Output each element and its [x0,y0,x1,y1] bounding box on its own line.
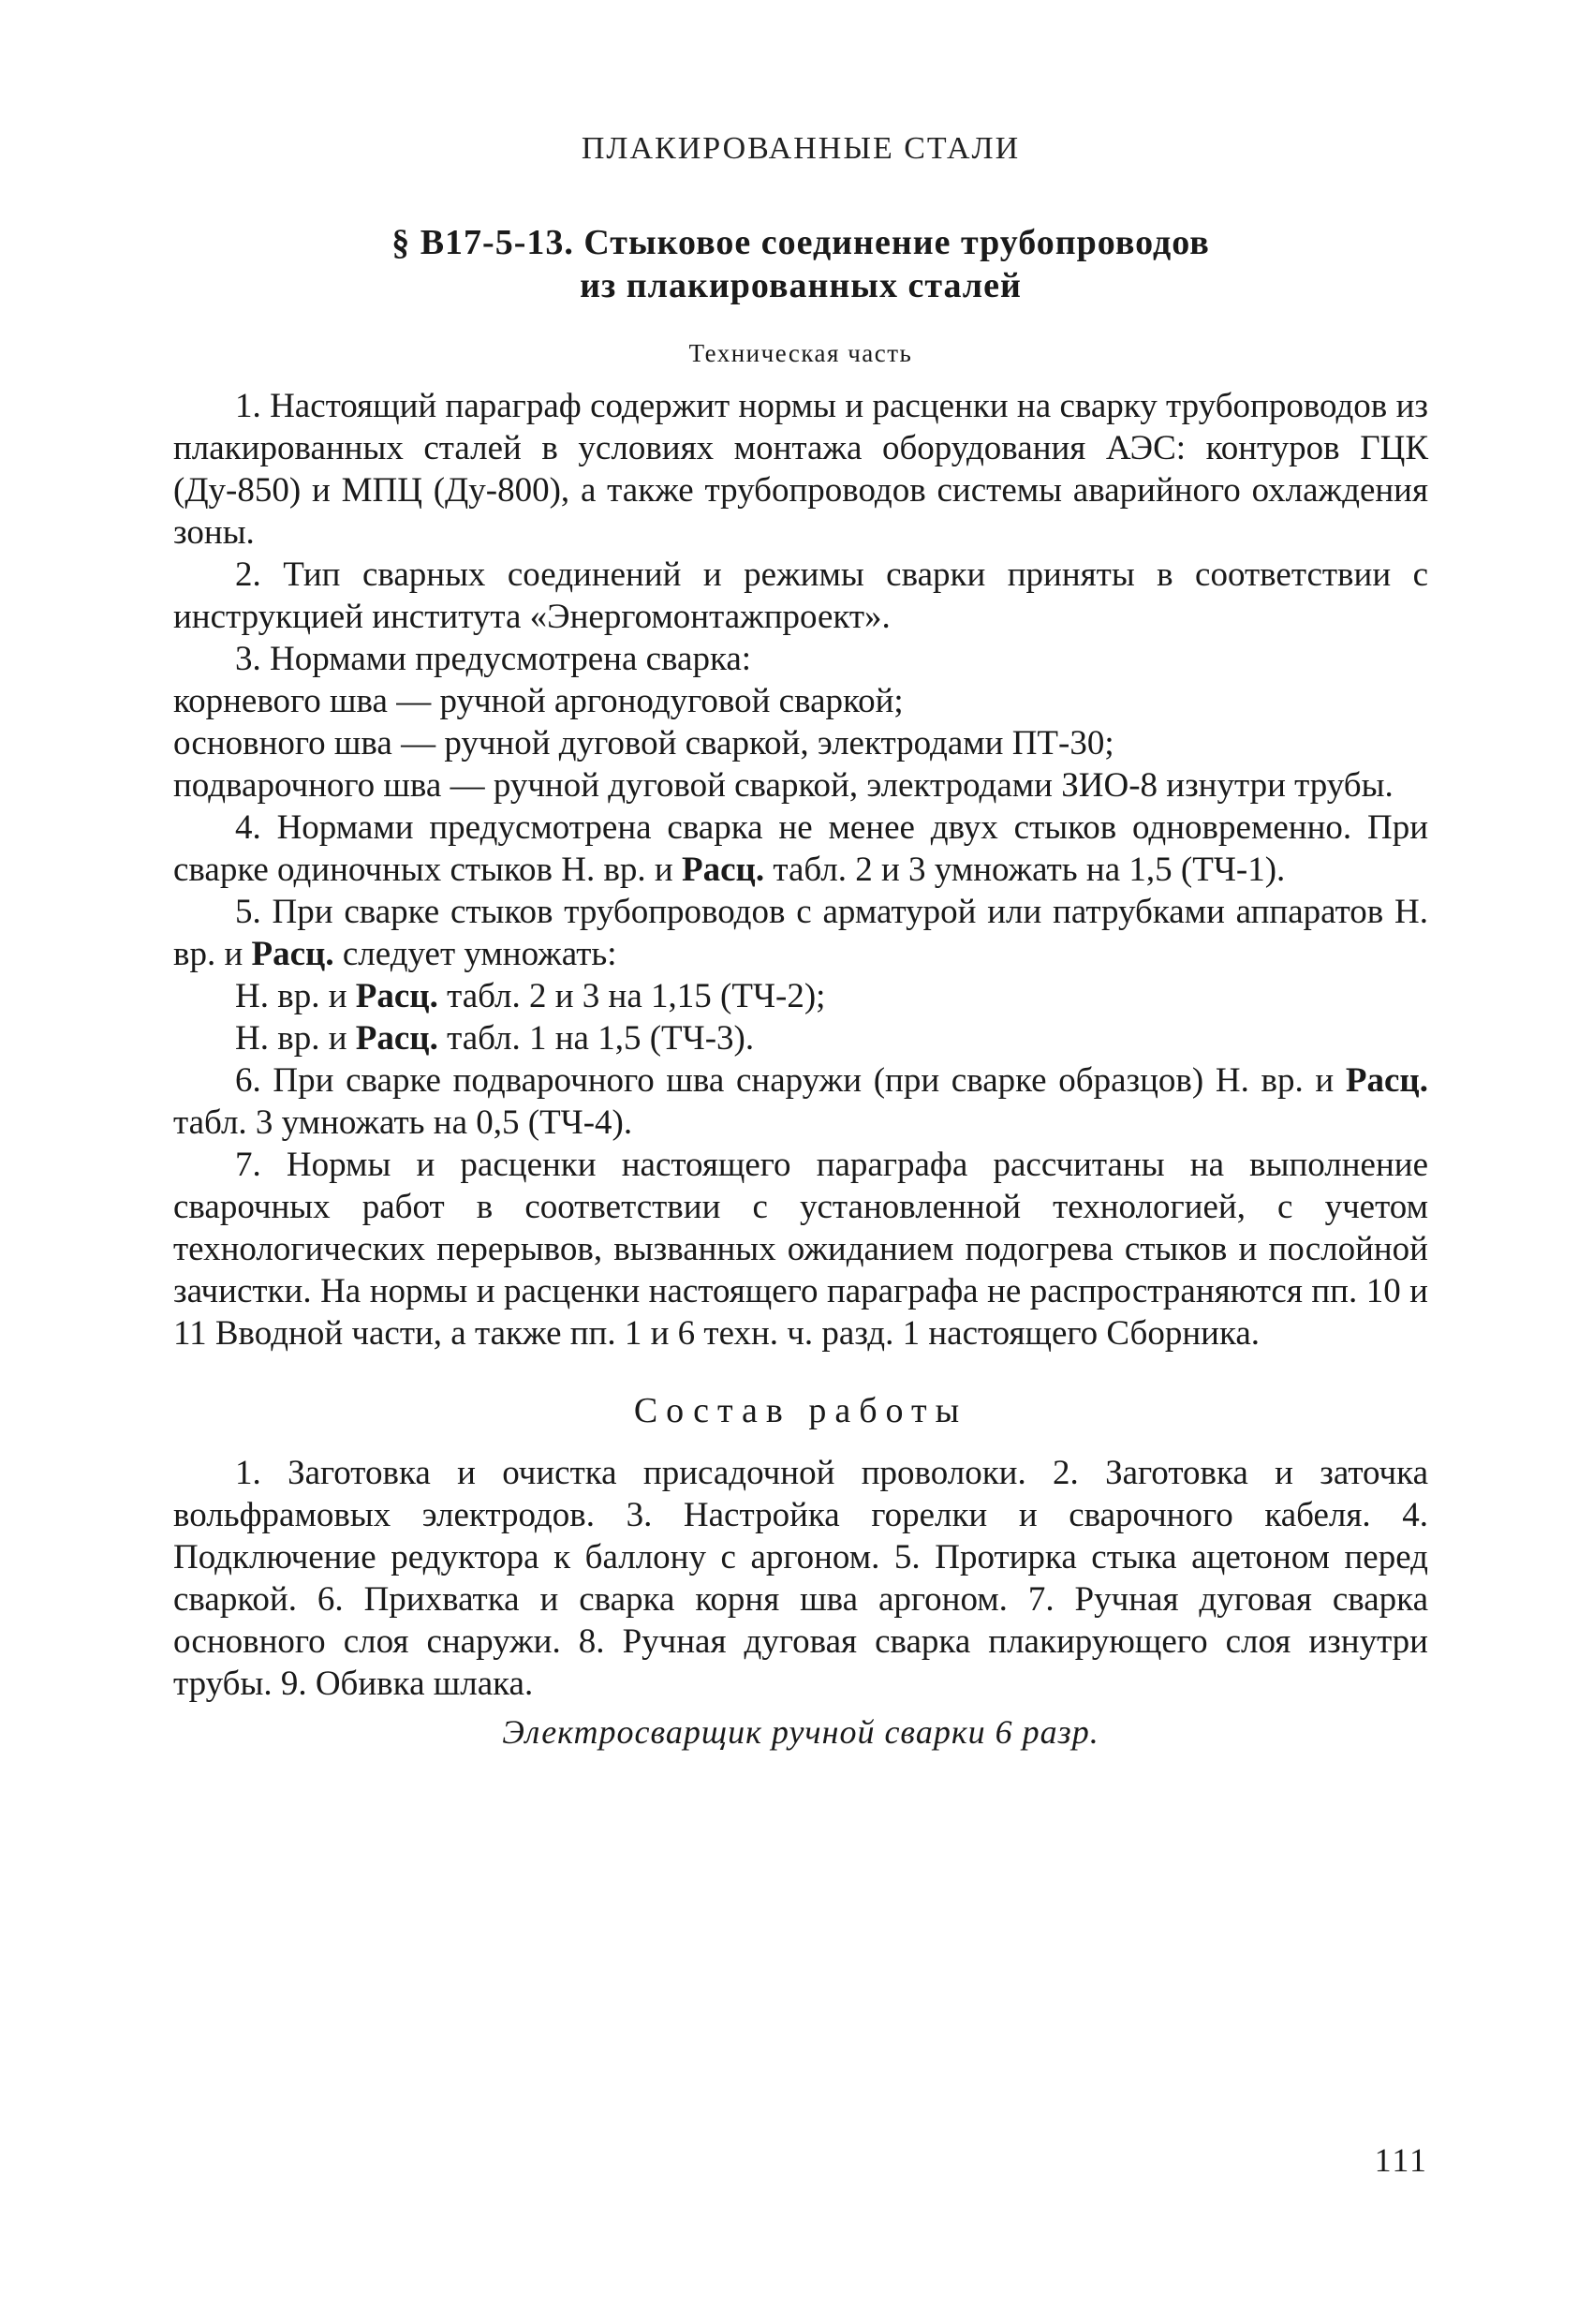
paragraph-5-line-1-bold: Расц. [355,977,438,1015]
paragraph-6-text-b: табл. 3 умножать на 0,5 (ТЧ-4). [173,1103,633,1142]
page-number: 111 [1374,2141,1428,2179]
section-title [173,221,1428,307]
paragraph-5-line-1-text-b: табл. 2 и 3 на 1,15 (ТЧ-2); [437,977,826,1015]
paragraph-5-line-2-text-a: Н. вр. и [235,1019,356,1058]
paragraph-6 [173,1059,1428,1144]
paragraph-4-text-a: 4. Нормами предусмотрена сварка не менее двух стыков одновременно. При сварке одиночных стыков Н. вр. и [173,808,1428,889]
paragraph-5-line-2-text-b: табл. 1 на 1,5 (ТЧ-3). [437,1019,755,1058]
paragraph-5-bold: Расц. [251,935,334,973]
paragraph-6-bold: Расц. [1345,1061,1428,1100]
paragraph-2: 2. Тип сварных соединений и режимы сварки приняты в соответствии с инструкцией института «Энергомонтажпроект». [173,555,1428,636]
work-composition-heading: Состав работы [633,1391,968,1430]
paragraph-5-text-b: следует умножать: [333,935,617,973]
paragraph-4 [173,807,1428,891]
paragraph-6-text-a: 6. При сварке подварочного шва снаружи (при сварке образцов) Н. вр. и [235,1061,1346,1100]
work-composition-text: 1. Заготовка и очистка присадочной проволоки. 2. Заготовка и заточка вольфрамовых электродов. 3. Настройка горелки и сварочного кабеля. 4. Подключение редуктора к баллону с аргоном. 5. Протирка стыка ацетоном перед сваркой. 6. Прихватка и сварка корня шва аргоном. 7. Ручная дуговая сварка основного слоя снаружи. 8. Ручная дуговая сварка плакирующего слоя изнутри трубы. 9. Обивка шлака. [173,1454,1428,1703]
paragraph-3-item-root-weld: корневого шва — ручной аргонодуговой сваркой; [173,682,904,720]
technical-part-body [173,385,1428,1354]
section-title-line-1: § В17-5-13. Стыковое соединение трубопроводов [391,223,1210,262]
running-head: ПЛАКИРОВАННЫЕ СТАЛИ [581,131,1021,166]
section-title-line-2: из плакированных сталей [580,266,1022,305]
paragraph-7: 7. Нормы и расценки настоящего параграфа рассчитаны на выполнение сварочных работ в соответствии с установленной технологией, с учетом технологических перерывов, вызванных ожиданием подогрева стыков и послойной зачистки. На нормы и расценки настоящего параграфа не распространяются пп. 10 и 11 Вводной части, а также пп. 1 и 6 техн. ч. разд. 1 настоящего Сборника. [173,1146,1428,1353]
paragraph-5-line-1-text-a: Н. вр. и [235,977,356,1015]
paragraph-5-text-a: 5. При сварке стыков трубопроводов с арматурой или патрубками аппаратов Н. вр. и [173,893,1428,973]
paragraph-4-bold: Расц. [682,851,765,889]
paragraph-5-line-2 [173,1017,1428,1059]
paragraph-3-item-backing-weld: подварочного шва — ручной дуговой сваркой, электродами ЗИО-8 изнутри трубы. [173,766,1394,805]
paragraph-4-text-b: табл. 2 и 3 умножать на 1,5 (ТЧ-1). [764,851,1286,889]
workers-line: Электросварщик ручной сварки 6 разр. [502,1713,1099,1751]
paragraph-5-line-1 [173,975,1428,1017]
technical-part-subtitle: Техническая часть [688,339,913,367]
work-composition-body [173,1452,1428,1705]
paragraph-1: 1. Настоящий параграф содержит нормы и расценки на сварку трубопроводов из плакированных сталей в условиях монтажа оборудования АЭС: контуров ГЦК (Ду-850) и МПЦ (Ду-800), а также трубопроводов системы аварийного охлаждения зоны. [173,387,1428,552]
paragraph-3-item-main-weld: основного шва — ручной дуговой сваркой, электродами ПТ-30; [173,724,1114,762]
paragraph-5 [173,891,1428,975]
document-page [173,131,1428,1752]
paragraph-3-intro: 3. Нормами предусмотрена сварка: [235,640,752,678]
paragraph-5-line-2-bold: Расц. [355,1019,438,1058]
